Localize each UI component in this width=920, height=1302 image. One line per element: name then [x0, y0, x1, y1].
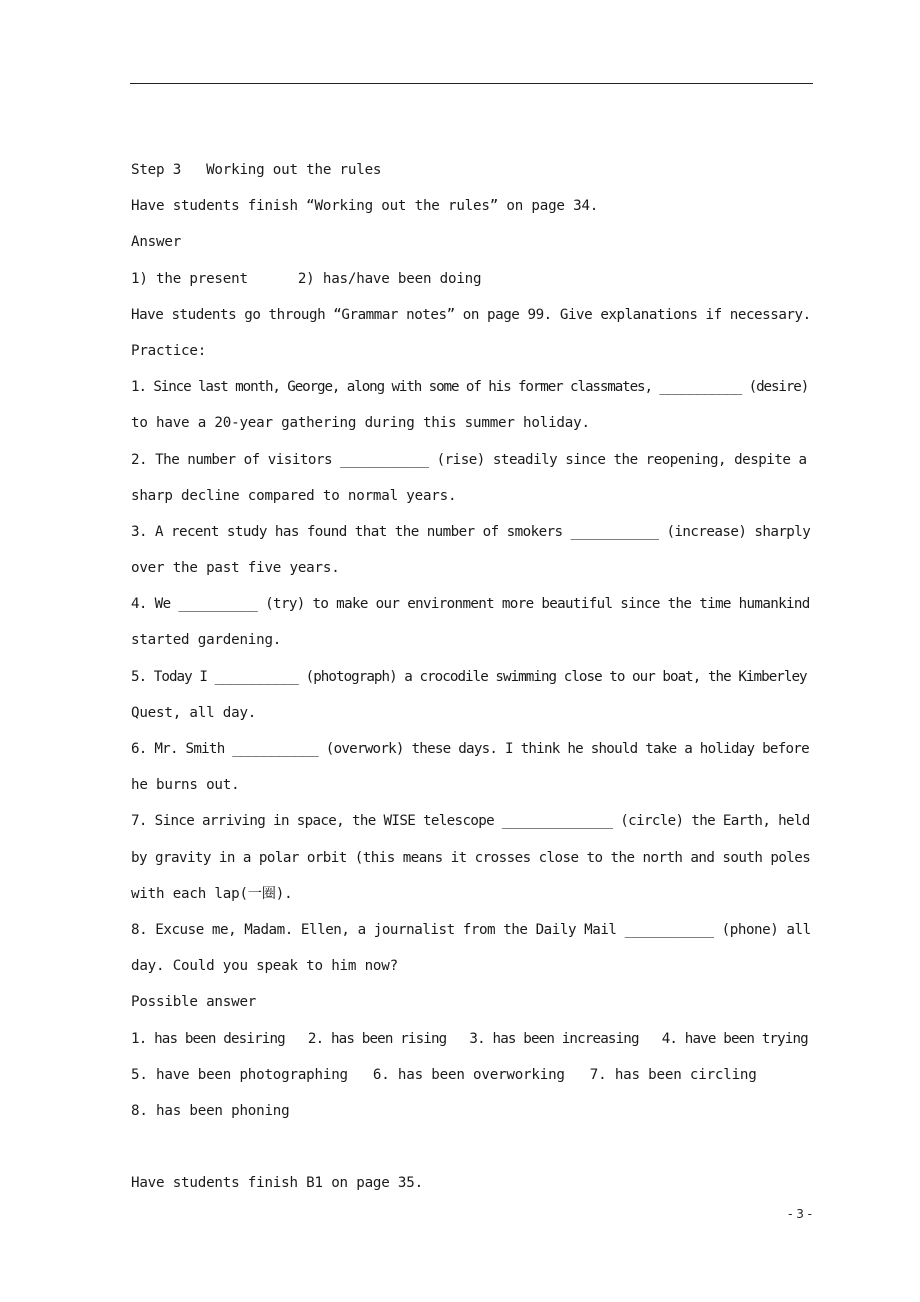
document-body [131, 152, 812, 1201]
question-3-line-1: 3. A recent study has found that the number of smokers ___________ (increase) sharply [131, 523, 811, 540]
answer-label: Answer [131, 234, 182, 251]
possible-answer-label: Possible answer [131, 994, 257, 1011]
step-heading: Step 3 Working out the rules [131, 162, 382, 178]
step-instruction: Have students finish “Working out the rules” on page 34. [131, 198, 599, 215]
possible-answers-row-1: 1. has been desiring 2. has been rising 3. has been increasing 4. have been trying [131, 1030, 808, 1047]
possible-answers-row-2: 5. have been photographing 6. has been overworking 7. has been circling [131, 1066, 757, 1083]
question-2-line-1: 2. The number of visitors ___________ (rise) steadily since the reopening, despite a [131, 451, 807, 468]
page-number: - 3 - [788, 1207, 812, 1221]
question-8-line-2: day. Could you speak to him now? [131, 958, 398, 975]
question-7-line-2: by gravity in a polar orbit (this means it crosses close to the north and south poles [131, 849, 811, 866]
question-5-line-1: 5. Today I ___________ (photograph) a crocodile swimming close to our boat, the Kimberley [131, 668, 807, 685]
question-5-line-2: Quest, all day. [131, 704, 257, 721]
question-4-line-2: started gardening. [131, 632, 282, 649]
grammar-note: Have students go through “Grammar notes” on page 99. Give explanations if necessary. [131, 306, 811, 323]
possible-answers-row-3: 8. has been phoning [131, 1102, 290, 1119]
question-1-line-2: to have a 20-year gathering during this summer holiday. [131, 415, 590, 432]
question-6-line-1: 6. Mr. Smith ___________ (overwork) these days. I think he should take a holiday before [131, 741, 809, 757]
question-7-line-3: with each lap(一圈). [131, 885, 293, 902]
question-8-line-1: 8. Excuse me, Madam. Ellen, a journalist from the Daily Mail ___________ (phone) all [131, 921, 811, 938]
question-3-line-2: over the past five years. [131, 560, 340, 577]
header-rule [130, 83, 813, 84]
question-6-line-2: he burns out. [131, 777, 240, 794]
rules-answers: 1) the present 2) has/have been doing [131, 270, 482, 287]
practice-label: Practice: [131, 342, 207, 359]
closing-instruction: Have students finish B1 on page 35. [131, 1175, 423, 1192]
spacer [131, 1129, 812, 1165]
question-1-line-1: 1. Since last month, George, along with some of his former classmates, ___________ (desire) [131, 379, 809, 396]
question-7-line-1: 7. Since arriving in space, the WISE telescope ______________ (circle) the Earth, held [131, 813, 810, 830]
question-2-line-2: sharp decline compared to normal years. [131, 487, 457, 504]
question-4-line-1: 4. We __________ (try) to make our environment more beautiful since the time humankind [131, 596, 810, 613]
